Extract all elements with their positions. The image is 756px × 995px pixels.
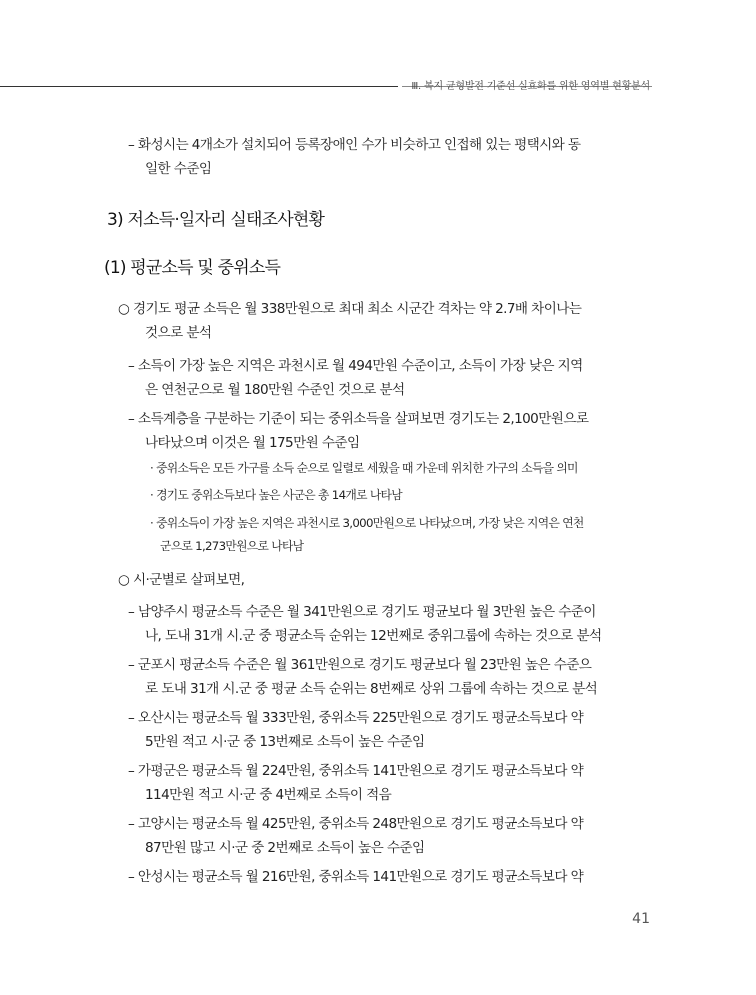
dash-item-line: – 소득이 가장 높은 지역은 과천시로 월 494만원 수준이고, 소득이 가장 낮은 지역 [128, 358, 583, 374]
dash-item-continuation: 87만원 많고 시·군 중 2번째로 소득이 높은 수준임 [145, 840, 425, 856]
dash-item-line: – 소득계층을 구분하는 기준이 되는 중위소득을 살펴보면 경기도는 2,100만원으로 [128, 411, 589, 427]
dash-item-line: – 안성시는 평균소득 월 216만원, 중위소득 141만원으로 경기도 평균소득보다 약 [128, 869, 584, 885]
dash-item-line: – 남양주시 평균소득 수준은 월 341만원으로 경기도 평균보다 월 3만원 높은 수준이 [128, 604, 596, 620]
dash-item-continuation: 일한 수준임 [145, 161, 212, 177]
page-number: 41 [632, 911, 650, 927]
header-rule [0, 86, 398, 87]
circle-item-line: ○ 경기도 평균 소득은 월 338만원으로 최대 최소 시군간 격차는 약 2.7배 차이나는 [118, 301, 582, 317]
dash-item-continuation: 나타났으며 이것은 월 175만원 수준임 [145, 435, 360, 451]
dash-item-line: – 군포시 평균소득 수준은 월 361만원으로 경기도 평균보다 월 23만원 높은 수준으 [128, 657, 592, 673]
running-title: Ⅲ. 복지 균형발전 기준선 실효화를 위한 영역별 현황분석 [411, 81, 650, 92]
dash-item-continuation: 나, 도내 31개 시.군 중 평균소득 순위는 12번째로 중위그룹에 속하는 것으로 분석 [145, 628, 602, 644]
dash-item-continuation: 로 도내 31개 시.군 중 평균 소득 순위는 8번째로 상위 그룹에 속하는 것으로 분석 [145, 681, 598, 697]
dash-item-line: – 오산시는 평균소득 월 333만원, 중위소득 225만원으로 경기도 평균소득보다 약 [128, 710, 584, 726]
dot-note-continuation: 군으로 1,273만원으로 나타남 [160, 539, 304, 553]
dash-item-line: – 화성시는 4개소가 설치되어 등록장애인 수가 비슷하고 인접해 있는 평택시와 동 [128, 137, 581, 153]
section-heading: 3) 저소득·일자리 실태조사현황 [107, 210, 325, 230]
subsection-heading: (1) 평균소득 및 중위소득 [104, 258, 281, 278]
dash-item-continuation: 5만원 적고 시·군 중 13번째로 소득이 높은 수준임 [145, 734, 425, 750]
dash-item-line: – 고양시는 평균소득 월 425만원, 중위소득 248만원으로 경기도 평균소득보다 약 [128, 816, 584, 832]
circle-item-line: ○ 시·군별로 살펴보면, [118, 572, 245, 588]
dash-item-line: – 가평군은 평균소득 월 224만원, 중위소득 141만원으로 경기도 평균소득보다 약 [128, 763, 584, 779]
circle-item-continuation: 것으로 분석 [145, 325, 212, 341]
dot-note-line: · 중위소득이 가장 높은 지역은 과천시로 3,000만원으로 나타났으며, 가장 낮은 지역은 연천 [150, 516, 584, 530]
dash-item-continuation: 114만원 적고 시·군 중 4번째로 소득이 적음 [145, 787, 392, 803]
dash-item-continuation: 은 연천군으로 월 180만원 수준인 것으로 분석 [145, 382, 405, 398]
dot-note-line: · 중위소득은 모든 가구를 소득 순으로 일렬로 세웠을 때 가운데 위치한 가구의 소득을 의미 [150, 461, 578, 475]
dot-note-line: · 경기도 중위소득보다 높은 사군은 총 14개로 나타남 [150, 488, 402, 502]
